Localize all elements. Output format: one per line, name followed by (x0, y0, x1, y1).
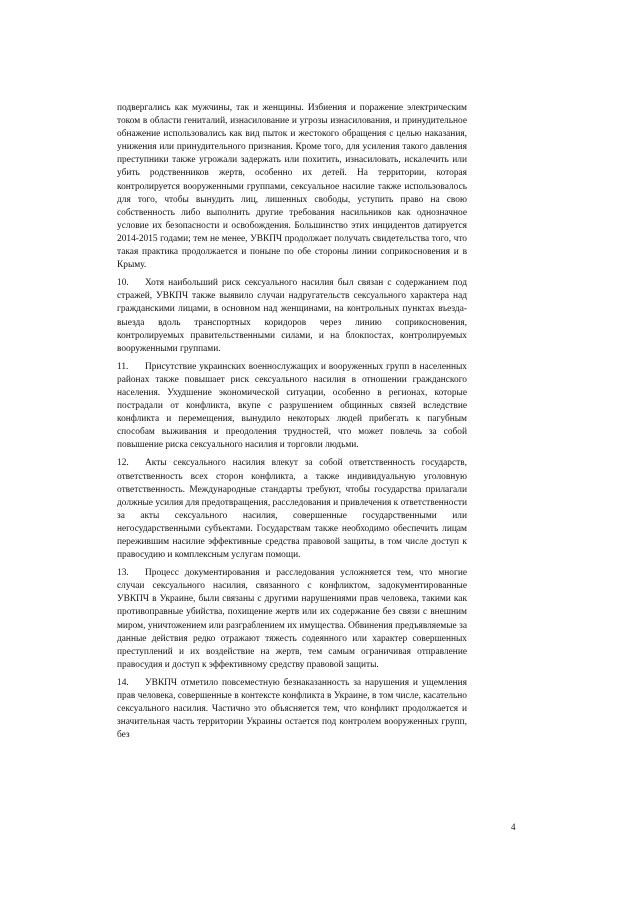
paragraph-14 (117, 677, 467, 742)
paragraph-text: УВКПЧ отметило повсеместную безнаказанность за нарушения и ущемления прав человека, совершенные в контексте конфликта в Украине, в том числе, касательно сексуального насилия. Частично это объясняется тем, что конфликт продолжается и значительная часть территории Украины остается под контролем вооруженных групп, без (117, 677, 467, 741)
paragraph-text: подвергались как мужчины, так и женщины. Избиения и поражение электрическим током в области гениталий, изнасилование и угрозы изнасилования, и принудительное обнажение использовались как вид пыток и жестокого обращения с целью наказания, унижения или принудительного признания. Кроме того, для усиления такого давления преступники также угрожали задержать или похитить, изнасиловать, искалечить или убить родственников жертв, особенно их детей. На территории, которая контролируется вооруженными группами, сексуальное насилие также использовалось для того, чтобы вынудить лиц, лишенных свободы, уступить право на свою собственность либо выполнить другие требования насильников как однозначное условие их безопасности и освобождения. Большинство этих инцидентов датируется 2014-2015 годами; тем не менее, УВКПЧ продолжает получать свидетельства того, что такая практика продолжается и поныне по обе стороны линии соприкосновения и в Крыму. (117, 103, 467, 271)
paragraph-11 (117, 361, 467, 453)
body-text (117, 102, 467, 747)
paragraph-number: 14. (117, 677, 129, 688)
paragraph-text: Хотя наибольший риск сексуального насилия был связан с содержанием под стражей, УВКПЧ также выявило случаи надругательств сексуального характера над гражданскими лицами, в основном над женщинами, на контрольных пунктах въезда-выезда вдоль транспортных коридоров через линию соприкосновения, контролируемых правительственными силами, и на блокпостах, контролируемых вооруженными группами. (117, 278, 467, 354)
paragraph-text: Акты сексуального насилия влекут за собой ответственность государств, ответственность всех сторон конфликта, а также индивидуальную уголовную ответственность. Международные стандарты требуют, чтобы государства прилагали должные усилия для предотвращения, расследования и привлечения к ответственности за акты сексуального насилия, совершенные государственными или негосударственными субъектами. Государствам также необходимо обеспечить лицам пережившим насилие эффективные средства правовой защиты, в том числе доступ к правосудию и комплексным услугам помощи. (117, 458, 467, 561)
paragraph-text: Процесс документирования и расследования усложняется тем, что многие случаи сексуального насилия, связанного с конфликтом, задокументированные УВКПЧ в Украине, были связаны с другими нарушениями прав человека, такими как противоправные убийства, похищение жертв или их содержание без связи с внешним миром, уничтожением или разграблением их имущества. Обвинения предъявляемые за данные действия редко отражают тяжесть содеянного или характер совершенных преступлений и их воздействие на жертв, тем самым ограничивая отправление правосудия и доступ к эффективному средству правовой защиты. (117, 568, 467, 670)
paragraph-text: Присутствие украинских военнослужащих и вооруженных групп в населенных районах также повышает риск сексуального насилия в отношении гражданского населения. Ухудшение экономической ситуации, особенно в регионах, которые пострадали от конфликта, вкупе с разрушением общинных связей вследствие конфликта и перемещения, вынудило некоторых людей прибегать к пагубным способам выживания и преодоления трудностей, что может повлечь за собой повышение риска сексуального насилия и торговли людьми. (117, 361, 467, 451)
paragraph-number: 11. (117, 361, 129, 372)
paragraph-continuation (117, 102, 467, 272)
paragraph-13 (117, 567, 467, 672)
page-number: 4 (511, 822, 516, 832)
paragraph-number: 10. (117, 278, 129, 289)
paragraph-12 (117, 457, 467, 562)
paragraph-number: 12. (117, 458, 129, 469)
paragraph-10 (117, 277, 467, 356)
paragraph-number: 13. (117, 568, 129, 579)
